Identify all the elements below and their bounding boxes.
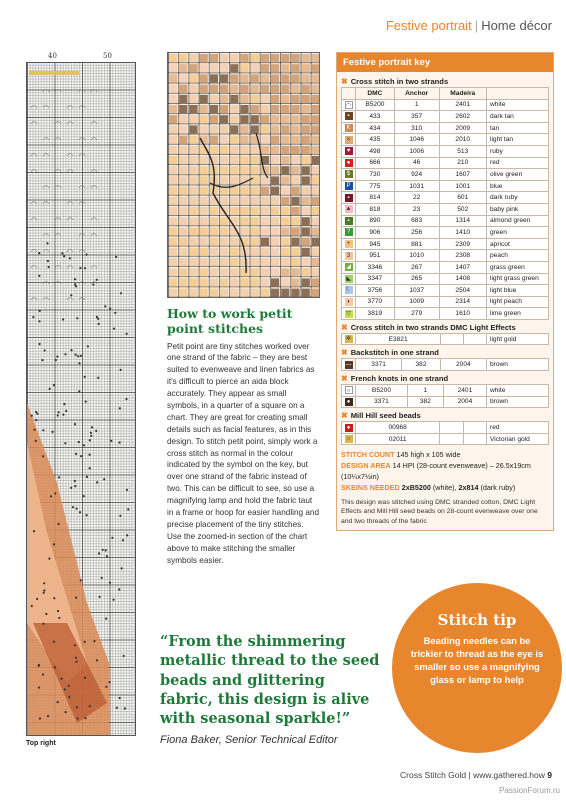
key-row — [342, 180, 549, 192]
page-number: 9 — [547, 770, 552, 780]
backstitch-table — [341, 358, 549, 371]
key-dmc: 3770 — [356, 296, 395, 308]
cross-mark-icon: ✖ — [341, 411, 348, 421]
symbol-cell — [342, 396, 356, 408]
key-dmc: 814 — [356, 192, 395, 204]
swatch-icon: ? — [345, 228, 353, 236]
key-name: light grass green — [487, 273, 549, 285]
key-name: brown — [487, 396, 549, 408]
symbol-cell — [342, 203, 356, 215]
key-code: 00968 — [356, 422, 440, 434]
key-madeira: 1408 — [439, 273, 486, 285]
key-dmc: 945 — [356, 238, 395, 250]
key-row — [342, 215, 549, 227]
symbol-cell — [342, 250, 356, 262]
symbol-cell — [342, 134, 356, 146]
key-name: baby pink — [487, 203, 549, 215]
strip-col-label: 50 — [103, 52, 112, 60]
key-name: light peach — [487, 296, 549, 308]
key-dmc: 498 — [356, 145, 395, 157]
key-dmc: B5200 — [356, 99, 395, 111]
key-dmc: 890 — [356, 215, 395, 227]
key-row — [342, 396, 549, 408]
empty-cell — [463, 433, 486, 445]
cross-mark-icon: ✖ — [341, 77, 348, 86]
symbol-cell — [342, 296, 356, 308]
cross-mark-icon: ✖ — [341, 322, 348, 332]
key-dmc: E3821 — [356, 333, 441, 345]
key-madeira: 2308 — [439, 250, 486, 262]
symbol-cell — [342, 285, 356, 297]
key-madeira: 2009 — [439, 122, 486, 134]
key-madeira: 1607 — [439, 169, 486, 181]
key-row — [342, 433, 549, 445]
chart-strip — [26, 62, 136, 736]
swatch-icon: 3 — [345, 252, 353, 260]
key-name: light gold — [487, 333, 549, 345]
beads-table — [341, 421, 549, 445]
symbol-cell — [342, 238, 356, 250]
key-anchor: 924 — [394, 169, 439, 181]
key-anchor: 265 — [394, 273, 439, 285]
key-row — [342, 422, 549, 434]
materials-note: This design was stitched using DMC stranded cotton, DMC Light Effects and Mill Hill seed beads on 28-count evenweave over one and two threads of the fabric — [341, 498, 538, 525]
design-stats: STITCH COUNT 145 high x 105 wide DESIGN AREA 14 HPI (28-count evenweave) – 26.5x19cm (10¼x7½in) SKEINS NEEDED 2xB5200 (white), 2x814 (dark ruby) — [341, 450, 531, 492]
key-row — [342, 134, 549, 146]
swatch-icon: ◠ — [345, 102, 352, 109]
swatch-icon: ▪ — [345, 217, 353, 225]
key-dmc: 3371 — [356, 359, 402, 371]
howto-title: How to work petit point stitches — [167, 306, 293, 337]
key-anchor: 357 — [394, 111, 439, 123]
key-dmc: 730 — [356, 169, 395, 181]
symbol-cell — [342, 308, 356, 320]
key-row — [342, 250, 549, 262]
swatch-icon: ● — [345, 159, 353, 167]
swatch-icon: ▲ — [345, 206, 352, 213]
symbol-cell — [342, 227, 356, 239]
key-row — [342, 145, 549, 157]
col-anchor: Anchor — [394, 88, 439, 100]
key-row — [342, 111, 549, 123]
key-name: white — [487, 385, 549, 397]
key-madeira: 2602 — [439, 111, 486, 123]
swatch-icon: ☾ — [345, 287, 352, 294]
key-dmc: 434 — [356, 122, 395, 134]
key-madeira: 1314 — [439, 215, 486, 227]
footer-text: Cross Stitch Gold | www.gathered.how — [400, 770, 545, 780]
swatch-icon: ◗ — [345, 298, 353, 306]
swatch-icon: ○ — [345, 386, 353, 394]
key-name: peach — [487, 250, 549, 262]
key-madeira: 2010 — [439, 134, 486, 146]
section-name: Festive portrait — [385, 18, 472, 33]
swatch-icon: ♥ — [345, 147, 353, 155]
key-row — [342, 192, 549, 204]
key-dmc: 3756 — [356, 285, 395, 297]
key-dmc: 818 — [356, 203, 395, 215]
key-dmc: 906 — [356, 227, 395, 239]
key-name: Victorian gold — [487, 433, 549, 445]
page-header — [386, 18, 552, 33]
symbol-cell — [342, 261, 356, 273]
key-anchor: 382 — [402, 359, 440, 371]
key-anchor: 1031 — [394, 180, 439, 192]
col-dmc: DMC — [356, 88, 395, 100]
swatch-icon: $ — [345, 170, 353, 178]
key-row — [342, 308, 549, 320]
key-madeira: 601 — [439, 192, 486, 204]
cross-mark-icon: ✖ — [341, 374, 348, 384]
key-row — [342, 203, 549, 215]
key-row — [342, 227, 549, 239]
key-madeira: 210 — [439, 157, 486, 169]
key-madeira: 1610 — [439, 308, 486, 320]
key-anchor: 310 — [394, 122, 439, 134]
symbol-cell — [342, 215, 356, 227]
key-name: red — [487, 157, 549, 169]
key-madeira: 2309 — [439, 238, 486, 250]
swatch-icon: ✲ — [345, 336, 352, 343]
skeins-a: 2xB5200 — [401, 482, 431, 492]
key-row — [342, 122, 549, 134]
key-madeira: 513 — [439, 145, 486, 157]
key-dmc: 435 — [356, 134, 395, 146]
category-name: Home décor — [481, 18, 552, 33]
skeins-b: 2x814 — [458, 482, 479, 492]
light-effects-table — [341, 333, 549, 346]
symbol-cell — [342, 145, 356, 157]
key-name: light tan — [487, 134, 549, 146]
key-row — [342, 296, 549, 308]
key-anchor: 1009 — [394, 296, 439, 308]
beads-heading: ✖ Mill Hill seed beads — [341, 411, 421, 421]
key-row — [342, 261, 549, 273]
zoomed-chart — [167, 52, 320, 298]
strip-caption: Top right — [26, 740, 56, 747]
key-anchor: 1 — [394, 99, 439, 111]
swatch-icon: + — [345, 240, 353, 248]
swatch-icon: × — [345, 136, 353, 144]
col-madeira: Madeira — [439, 88, 486, 100]
howto-panel — [167, 306, 320, 566]
key-madeira: 502 — [439, 203, 486, 215]
swatch-icon: ▽ — [346, 310, 351, 317]
swatch-icon: P — [346, 183, 351, 190]
key-dmc: 433 — [356, 111, 395, 123]
key-name: lime green — [487, 308, 549, 320]
key-name: blue — [487, 180, 549, 192]
key-name: grass green — [487, 261, 549, 273]
header-separator: | — [474, 18, 479, 33]
empty-cell — [441, 333, 464, 345]
design-area-label: DESIGN AREA — [341, 461, 391, 471]
empty-cell — [464, 333, 487, 345]
key-anchor: 267 — [394, 261, 439, 273]
key-madeira: 1410 — [439, 227, 486, 239]
pull-quote — [160, 632, 382, 746]
symbol-cell — [342, 422, 356, 434]
quote-text: “From the shimmering metallic thread to the seed beads and glittering fabric, this design is alive with seasonal sparkle!” — [160, 633, 380, 728]
key-anchor: 1006 — [394, 145, 439, 157]
swatch-icon: ▪ — [345, 112, 353, 120]
key-dmc: 3347 — [356, 273, 395, 285]
stitch-count-label: STITCH COUNT — [341, 450, 395, 460]
swatch-icon: ○ — [345, 435, 353, 443]
key-anchor: 1 — [407, 385, 443, 397]
symbol-cell — [342, 192, 356, 204]
swatch-icon: ● — [345, 424, 353, 432]
key-madeira: 2401 — [439, 99, 486, 111]
key-anchor: 46 — [394, 157, 439, 169]
key-name: brown — [487, 359, 549, 371]
key-madeira: 2504 — [439, 285, 486, 297]
key-anchor: 256 — [394, 227, 439, 239]
key-name: green — [487, 227, 549, 239]
empty-cell — [440, 422, 463, 434]
key-dmc: 775 — [356, 180, 395, 192]
howto-body: Petit point are tiny stitches worked over one strand of the fabric – they are best suited to evenweave and linen fabrics as it's difficult to pierce an aida block accurately. They appear as small symbols, in a quarter of a square on a chart. They are great for creating small details such as facial features, as in this design. To stitch petit point, simply work a cross stitch as normal in the colour indicated by the symbol on the key, but over one strand of the fabric instead of two. This can be difficult to see, so use a magnifying lamp and hold the fabric taut in a frame or hoop for easier handling and precise placement of the tiny stitches. Use the zoomed-in section of the chart above to make stitching the smaller symbols easier. — [167, 341, 320, 565]
key-row — [342, 359, 549, 371]
quote-attribution: Fiona Baker, Senior Technical Editor — [160, 734, 338, 747]
symbol-cell — [342, 273, 356, 285]
key-name: apricot — [487, 238, 549, 250]
key-anchor: 881 — [394, 238, 439, 250]
french-heading: ✖ French knots in one strand — [341, 374, 449, 384]
symbol-cell — [342, 180, 356, 192]
key-anchor: 22 — [394, 192, 439, 204]
stitch-tip-badge — [392, 583, 562, 753]
key-row — [342, 273, 549, 285]
swatch-icon: — — [345, 361, 352, 368]
key-anchor: 279 — [394, 308, 439, 320]
swatch-icon: ◣ — [346, 275, 351, 282]
swatch-icon: ● — [345, 398, 353, 406]
key-madeira: 2314 — [439, 296, 486, 308]
key-anchor: 382 — [407, 396, 443, 408]
symbol-cell — [342, 433, 356, 445]
skeins-label: SKEINS NEEDED — [341, 482, 400, 492]
zoomed-chart-art — [168, 53, 320, 298]
cross-heading: ✖ Cross stitch in two strands — [341, 77, 449, 86]
key-name: olive green — [487, 169, 549, 181]
key-code: 02011 — [356, 433, 440, 445]
key-dmc: 3346 — [356, 261, 395, 273]
key-dmc: 951 — [356, 250, 395, 262]
key-madeira: 2004 — [440, 359, 486, 371]
tip-title: Stitch tip — [437, 611, 517, 629]
key-name: ruby — [487, 145, 549, 157]
symbol-cell — [342, 359, 356, 371]
key-madeira: 1001 — [439, 180, 486, 192]
strip-col-label: 40 — [48, 52, 57, 60]
symbol-cell — [342, 111, 356, 123]
key-row — [342, 238, 549, 250]
key-title: Festive portrait key — [337, 53, 553, 72]
key-dmc: 666 — [356, 157, 395, 169]
key-dmc: B5200 — [356, 385, 408, 397]
swatch-icon: K — [346, 125, 351, 132]
symbol-cell — [342, 99, 356, 111]
cross-mark-icon: ✖ — [341, 348, 348, 358]
key-name: dark tan — [487, 111, 549, 123]
design-area: 14 HPI (28-count evenweave) – 26.5x19cm (10¼x7½in) — [341, 461, 531, 482]
back-heading: ✖ Backstitch in one strand — [341, 348, 439, 358]
key-row — [342, 385, 549, 397]
key-anchor: 23 — [394, 203, 439, 215]
empty-cell — [440, 433, 463, 445]
symbol-cell — [342, 333, 356, 345]
key-panel — [336, 52, 554, 531]
key-anchor: 1010 — [394, 250, 439, 262]
watermark: PassionForum.ru — [499, 786, 560, 795]
key-name: white — [487, 99, 549, 111]
key-madeira: 1407 — [439, 261, 486, 273]
key-anchor: 1046 — [394, 134, 439, 146]
key-name: light blue — [487, 285, 549, 297]
symbol-cell — [342, 385, 356, 397]
french-knots-table — [341, 384, 549, 408]
swatch-icon: ▪ — [345, 194, 353, 202]
symbol-cell — [342, 122, 356, 134]
empty-cell — [463, 422, 486, 434]
cross-stitch-table — [341, 87, 549, 320]
key-name: almond green — [487, 215, 549, 227]
key-madeira: 2401 — [443, 385, 486, 397]
key-anchor: 683 — [394, 215, 439, 227]
key-madeira: 2004 — [443, 396, 486, 408]
symbol-cell — [342, 169, 356, 181]
stitch-count: 145 high x 105 wide — [396, 450, 461, 460]
key-name: tan — [487, 122, 549, 134]
key-row — [342, 99, 549, 111]
symbol-cell — [342, 157, 356, 169]
key-name: red — [487, 422, 549, 434]
key-anchor: 1037 — [394, 285, 439, 297]
tip-text: Beading needles can be trickier to thread as the eye is smaller so use a magnifying glass or lamp to help — [410, 635, 544, 685]
key-dmc: 3819 — [356, 308, 395, 320]
chart-strip-art — [27, 63, 136, 736]
key-dmc: 3371 — [356, 396, 408, 408]
key-row — [342, 169, 549, 181]
light-heading: ✖ Cross stitch in two strands DMC Light Effects — [341, 322, 516, 332]
swatch-icon: ◢ — [346, 264, 351, 271]
key-row — [342, 285, 549, 297]
key-name: dark ruby — [487, 192, 549, 204]
key-row — [342, 157, 549, 169]
key-row — [342, 333, 549, 345]
page-footer — [400, 770, 552, 780]
